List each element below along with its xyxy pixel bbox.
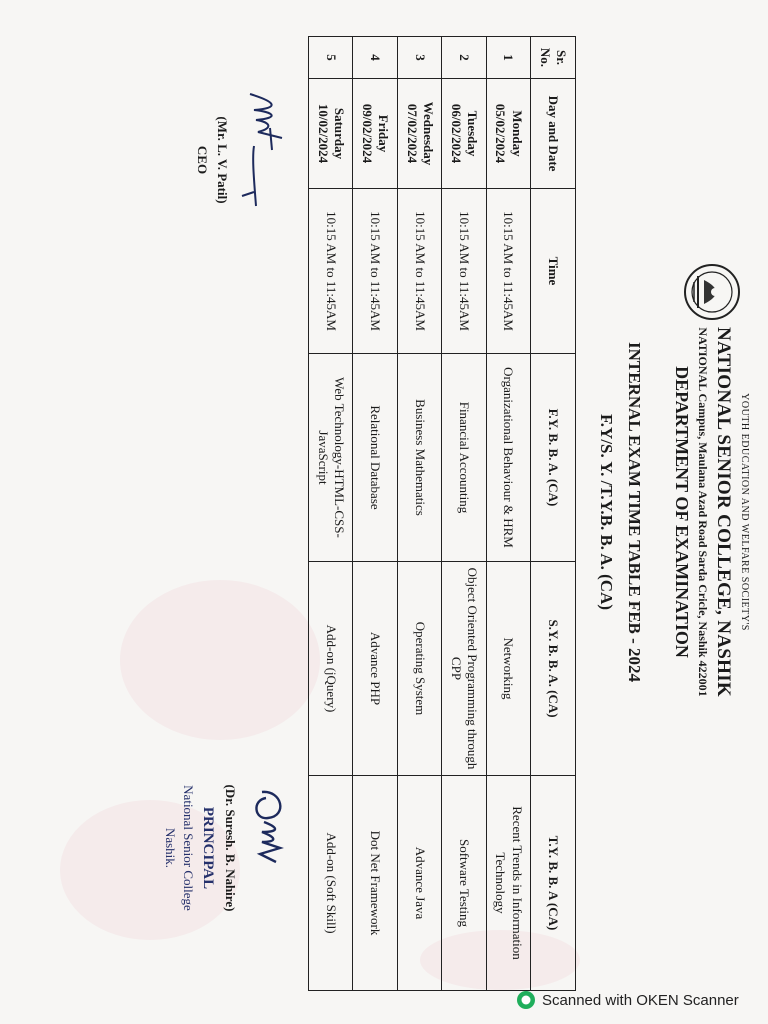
column-header: Day and Date — [531, 79, 576, 189]
ty-subject-cell: Dot Net Framework — [353, 776, 397, 991]
time-cell: 10:15 AM to 11:45AM — [353, 189, 397, 354]
sr-no-cell: 3 — [397, 37, 441, 79]
day-date-cell — [353, 79, 397, 189]
ty-subject-cell: Recent Trends in Information Technology — [486, 776, 530, 991]
ceo-role: CEO — [195, 145, 210, 175]
scanner-text: Scanned with OKEN Scanner — [542, 991, 739, 1009]
table-row — [397, 37, 441, 991]
table-row — [442, 37, 486, 991]
society-name: YOUTH EDUCATION AND WELFARE SOCIETY'S — [739, 393, 750, 631]
exam-timetable — [308, 36, 576, 991]
sy-subject-cell: Advance PHP — [353, 562, 397, 776]
ty-subject-cell: Advance Java — [397, 776, 441, 991]
time-cell: 10:15 AM to 11:45AM — [442, 189, 486, 354]
day-date-cell — [309, 79, 353, 189]
principal-role-stamp: PRINCIPAL — [200, 806, 216, 890]
time-cell: 10:15 AM to 11:45AM — [309, 189, 353, 354]
sr-no-cell: 5 — [309, 37, 353, 79]
table-row — [353, 37, 397, 991]
date-text: 07/02/2024 — [404, 103, 420, 164]
column-header: F.Y. B. B. A. (CA) — [531, 354, 576, 562]
sr-no-cell: 2 — [442, 37, 486, 79]
fy-subject-cell: Web Technology-HTML-CSS-JavaScript — [309, 354, 353, 562]
date-text: 09/02/2024 — [360, 103, 376, 164]
day-text: Friday — [376, 114, 392, 153]
time-cell: 10:15 AM to 11:45AM — [486, 189, 530, 354]
column-header: S.Y. B. B. A. (CA) — [531, 562, 576, 776]
principal-name: (Dr. Suresh. B. Nahire) — [223, 784, 238, 912]
college-address: NATIONAL Campus, Maulana Azad Road Sarda Cricle, Nashik 422001 — [696, 327, 710, 697]
ty-subject-cell: Add-on (Soft Skill) — [309, 776, 353, 991]
table-row — [486, 37, 530, 991]
day-text: Wednesday — [420, 101, 436, 166]
column-header: T.Y. B. B. A (CA) — [531, 776, 576, 991]
ty-subject-cell: Software Testing — [442, 776, 486, 991]
principal-signature-icon — [238, 782, 302, 912]
column-header: Time — [531, 189, 576, 354]
fy-subject-cell: Financial Accounting — [442, 354, 486, 562]
scanner-watermark — [516, 989, 739, 1011]
document-title: INTERNAL EXAM TIME TABLE FEB - 2024 — [625, 341, 644, 683]
column-header: Sr. No. — [531, 37, 576, 79]
sy-subject-cell: Add-on (jQuery) — [309, 562, 353, 776]
date-text: 10/02/2024 — [315, 103, 331, 164]
day-text: Tuesday — [465, 110, 481, 157]
fy-subject-cell: Relational Database — [353, 354, 397, 562]
table-row — [309, 37, 353, 991]
day-text: Monday — [509, 110, 525, 157]
stamp-city: Nashik. — [163, 827, 178, 869]
fy-subject-cell: Organizational Behaviour & HRM — [486, 354, 530, 562]
time-cell: 10:15 AM to 11:45AM — [397, 189, 441, 354]
day-date-cell — [442, 79, 486, 189]
sy-subject-cell: Operating System — [397, 562, 441, 776]
table-header-row — [531, 37, 576, 991]
sr-no-cell: 1 — [486, 37, 530, 79]
day-text: Saturday — [331, 107, 347, 160]
fy-subject-cell: Business Mathematics — [397, 354, 441, 562]
sy-subject-cell: Object Oriented Programming through CPP — [442, 562, 486, 776]
day-date-cell — [397, 79, 441, 189]
sy-subject-cell: Networking — [486, 562, 530, 776]
stamp-college-name: National Senior College — [181, 785, 196, 911]
document-subtitle: F.Y/S. Y. /T.Y.B. B. A. (CA) — [597, 413, 616, 611]
sr-no-cell: 4 — [353, 37, 397, 79]
department-name: DEPARTMENT OF EXAMINATION — [672, 366, 692, 658]
day-date-cell — [486, 79, 530, 189]
ceo-signature-icon — [228, 88, 294, 218]
ceo-name: (Mr. L. V. Patil) — [215, 116, 230, 204]
college-name: NATIONAL SENIOR COLLEGE, NASHIK — [713, 326, 734, 698]
date-text: 06/02/2024 — [448, 103, 464, 164]
oken-scanner-logo-icon — [516, 990, 536, 1010]
date-text: 05/02/2024 — [493, 103, 509, 164]
